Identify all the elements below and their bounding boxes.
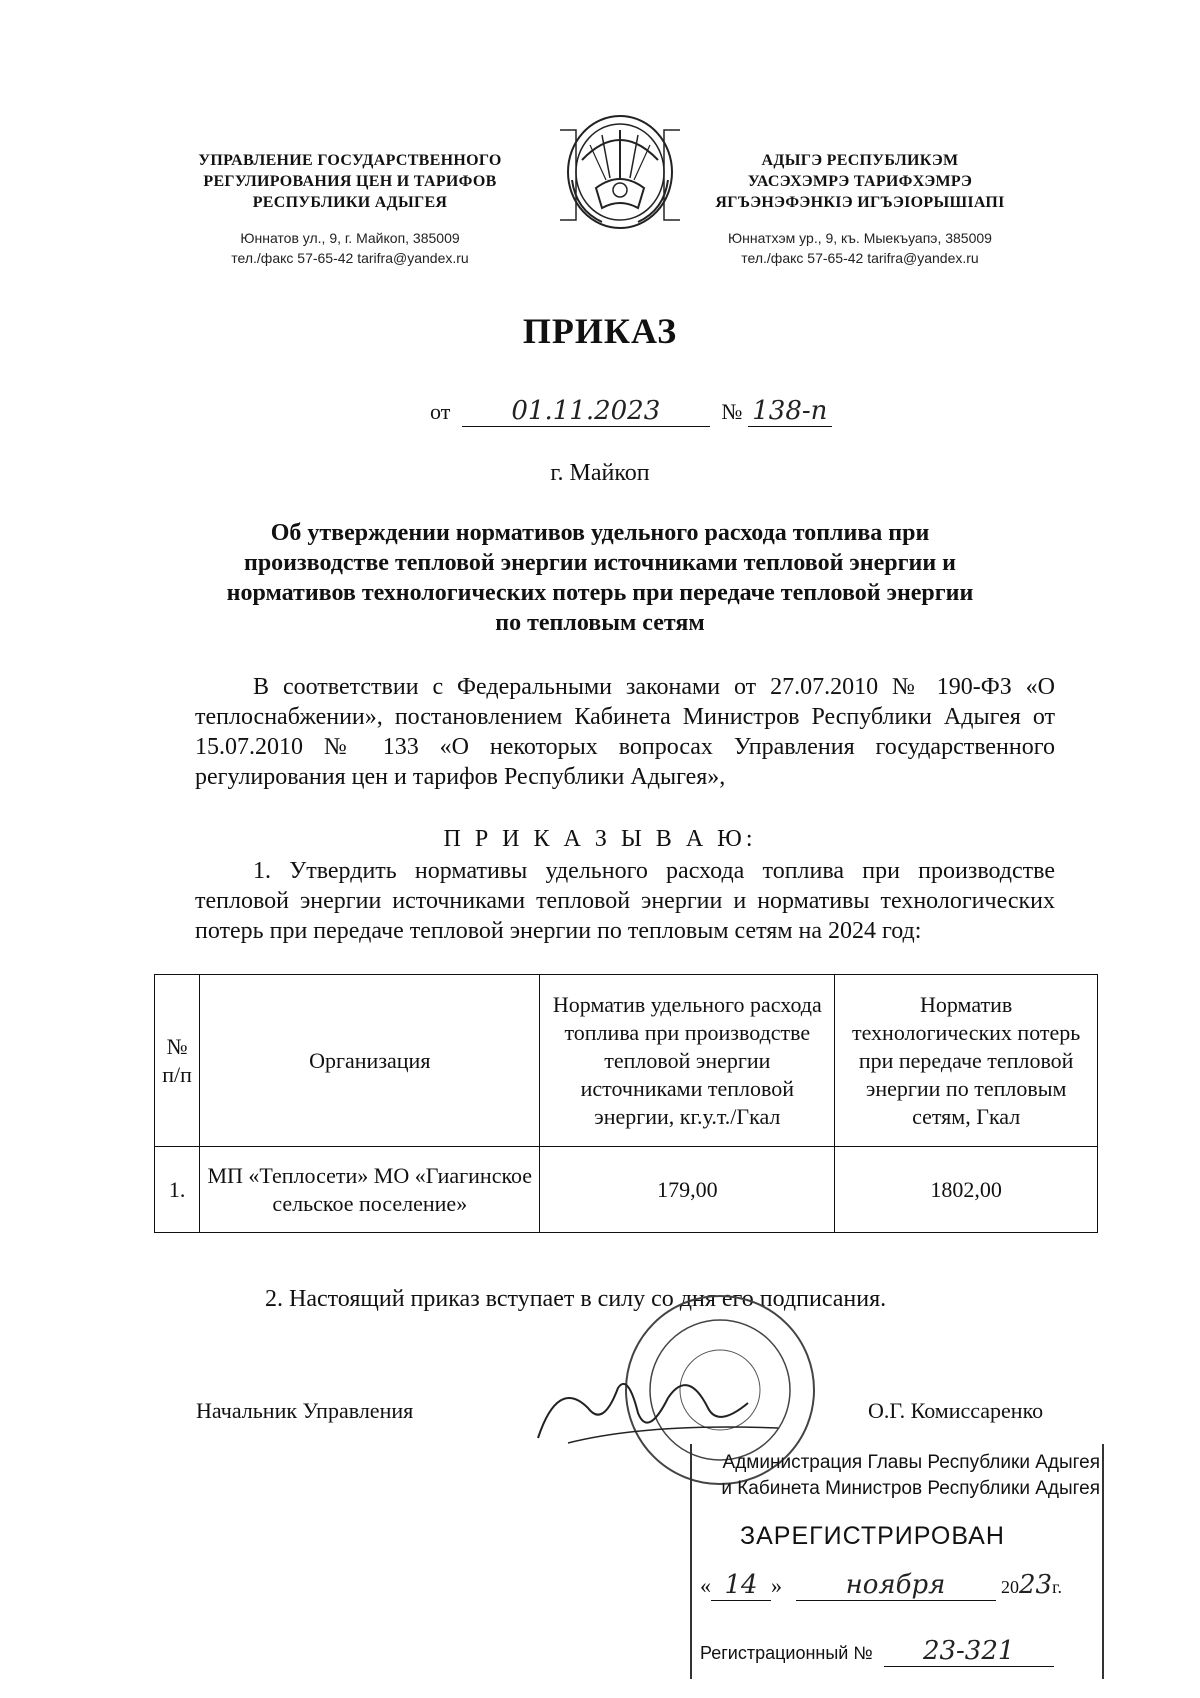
table-row <box>155 1147 1098 1233</box>
document-subject <box>200 518 1000 638</box>
registration-number-row <box>700 1636 1054 1667</box>
registration-number-label: Регистрационный № <box>700 1643 873 1663</box>
subject-line: нормативов технологических потерь при передаче тепловой энергии <box>226 580 974 606</box>
cell-loss: 1802,00 <box>835 1147 1098 1233</box>
document-title: ПРИКАЗ <box>522 311 678 351</box>
item-1-text: 1. Утвердить нормативы удельного расхода топлива при производстве тепловой энергии источниками тепловой энергии и нормативы технологических потерь при передаче тепловой энергии по тепловым сетям на 2024 год: <box>195 858 1055 944</box>
number-prefix: № <box>721 399 743 424</box>
signer-name: О.Г. Комиссаренко <box>868 1398 1044 1423</box>
order-item-2: 2. Настоящий приказ вступает в силу со дня его подписания. <box>265 1286 887 1312</box>
issuer-address-ru <box>190 228 510 268</box>
issuer-name-ru <box>180 150 520 213</box>
registration-number-value: 23-321 <box>922 1636 1015 1666</box>
order-word: П Р И К А З Ы В А Ю: <box>443 826 757 852</box>
number-value: 138-п <box>752 396 828 426</box>
col-header-loss: Норматив технологических потерь при передаче тепловой энергии по тепловым сетям, Гкал <box>835 975 1098 1147</box>
cell-num: 1. <box>155 1147 200 1233</box>
norms-table <box>154 974 1098 1233</box>
issuer-line: АДЫГЭ РЕСПУБЛИКЭМ <box>761 152 959 169</box>
issuer-line: УПРАВЛЕНИЕ ГОСУДАРСТВЕННОГО <box>198 152 502 169</box>
subject-line: по тепловым сетям <box>495 610 705 636</box>
date-number-line <box>430 396 832 427</box>
preamble <box>195 672 1055 792</box>
address-line: Юннатов ул., 9, г. Майкоп, 385009 <box>240 230 460 246</box>
issuer-address-ady <box>690 228 1030 268</box>
col-header-num: № п/п <box>155 975 200 1147</box>
registration-authority-line: и Кабинета Министров Республики Адыгея <box>721 1478 1100 1499</box>
contact-line: тел./факс 57-65-42 tarifra@yandex.ru <box>741 250 979 266</box>
preamble-text: В соответствии с Федеральными законами от 27.07.2010 № 190-ФЗ «О теплоснабжении», постановлением Кабинета Министров Республики Адыгея от 15.07.2010 № 133 «О некоторых вопросах Управления государственного регулирования цен и тарифов Республики Адыгея», <box>195 674 1055 790</box>
registration-day: 14 <box>724 1570 758 1600</box>
issuer-line: РЕСПУБЛИКИ АДЫГЕЯ <box>252 194 448 211</box>
col-header-fuel: Норматив удельного расхода топлива при производстве тепловой энергии источниками тепловой энергии, кг.у.т./Гкал <box>540 975 835 1147</box>
issuer-line: ЯГЪЭНЭФЭНКIЭ ИГЪЭIОРЫШIАПI <box>715 194 1005 211</box>
date-value: 01.11.2023 <box>511 396 661 426</box>
registration-month: ноября <box>845 1570 946 1600</box>
issuer-name-ady <box>690 150 1030 213</box>
address-line: Юннатхэм ур., 9, къ. Мыекъуапэ, 385009 <box>728 230 992 246</box>
registration-title: ЗАРЕГИСТРИРОВАН <box>740 1522 1005 1550</box>
issuer-line: УАСЭХЭМРЭ ТАРИФХЭМРЭ <box>747 173 973 190</box>
registration-authority-line: Администрация Главы Республики Адыгея <box>722 1452 1100 1473</box>
cell-fuel: 179,00 <box>540 1147 835 1233</box>
subject-line: производстве тепловой энергии источниками тепловой энергии и <box>244 550 956 576</box>
issuer-line: РЕГУЛИРОВАНИЯ ЦЕН И ТАРИФОВ <box>203 173 497 190</box>
registration-year-unit: г. <box>1052 1577 1062 1597</box>
signer-role: Начальник Управления <box>196 1398 414 1423</box>
registration-year-prefix: 20 <box>1001 1577 1019 1597</box>
col-header-org: Организация <box>200 975 540 1147</box>
subject-line: Об утверждении нормативов удельного расхода топлива при <box>270 520 930 546</box>
order-item-1 <box>195 856 1055 946</box>
city: г. Майкоп <box>550 460 650 486</box>
contact-line: тел./факс 57-65-42 tarifra@yandex.ru <box>231 250 469 266</box>
cell-org: МП «Теплосети» МО «Гиагинское сельское поселение» <box>200 1147 540 1233</box>
registration-date: « 14 » ноября 2023г. <box>700 1570 1062 1600</box>
date-prefix: от <box>430 399 451 424</box>
coat-of-arms-emblem <box>552 110 688 235</box>
registration-year-suffix: 23 <box>1019 1570 1053 1600</box>
